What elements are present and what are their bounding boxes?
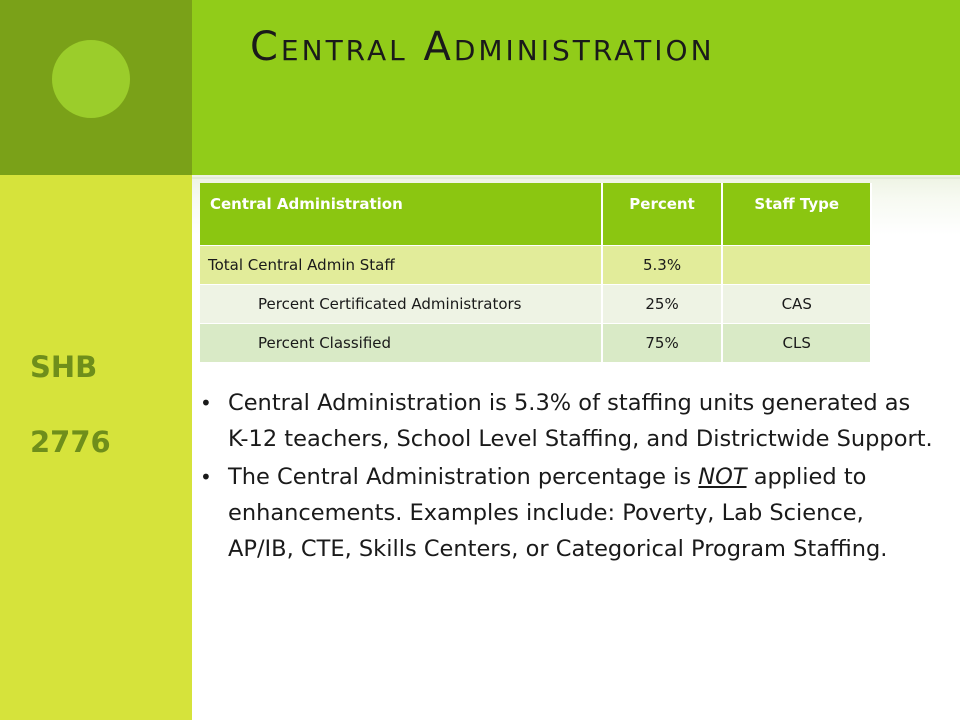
top-left-block [0, 0, 192, 175]
row-percent: 5.3% [602, 245, 723, 284]
emphasis-not: NOT [698, 464, 747, 490]
table-header-row [200, 183, 871, 245]
header-central-administration: Central Administration [200, 183, 602, 245]
row-label: Percent Certificated Administrators [200, 284, 602, 323]
table-row [200, 284, 871, 323]
row-staff-type: CAS [722, 284, 871, 323]
bullet-text-start: The Central Administration percentage is [228, 464, 699, 490]
row-percent: 25% [602, 284, 723, 323]
row-percent: 75% [602, 323, 723, 362]
row-staff-type: CLS [722, 323, 871, 362]
row-label: Total Central Admin Staff [200, 245, 602, 284]
header-percent: Percent [602, 183, 723, 245]
bill-label-line1: SHB [30, 350, 98, 384]
table-row [200, 323, 871, 362]
decorative-circle [52, 40, 130, 118]
slide-title: Central Administration [250, 24, 715, 70]
bill-label-line2: 2776 [30, 425, 111, 459]
header-staff-type: Staff Type [722, 183, 871, 245]
central-admin-table [200, 183, 872, 363]
bullet-item [200, 459, 935, 567]
row-staff-type [722, 245, 871, 284]
table-row [200, 245, 871, 284]
header-divider [192, 177, 960, 179]
bullet-text-end: applied to enhancements. Examples include: Poverty, Lab Science, AP/IB, CTE, Skills Centers, or Categorical Program Staffing. [228, 464, 888, 562]
bullet-text: Central Administration is 5.3% of staffing units generated as K-12 teachers, School Level Staffing, and Districtwide Support. [228, 390, 933, 452]
bullet-item [200, 385, 935, 457]
bullet-list [200, 385, 935, 569]
row-label: Percent Classified [200, 323, 602, 362]
